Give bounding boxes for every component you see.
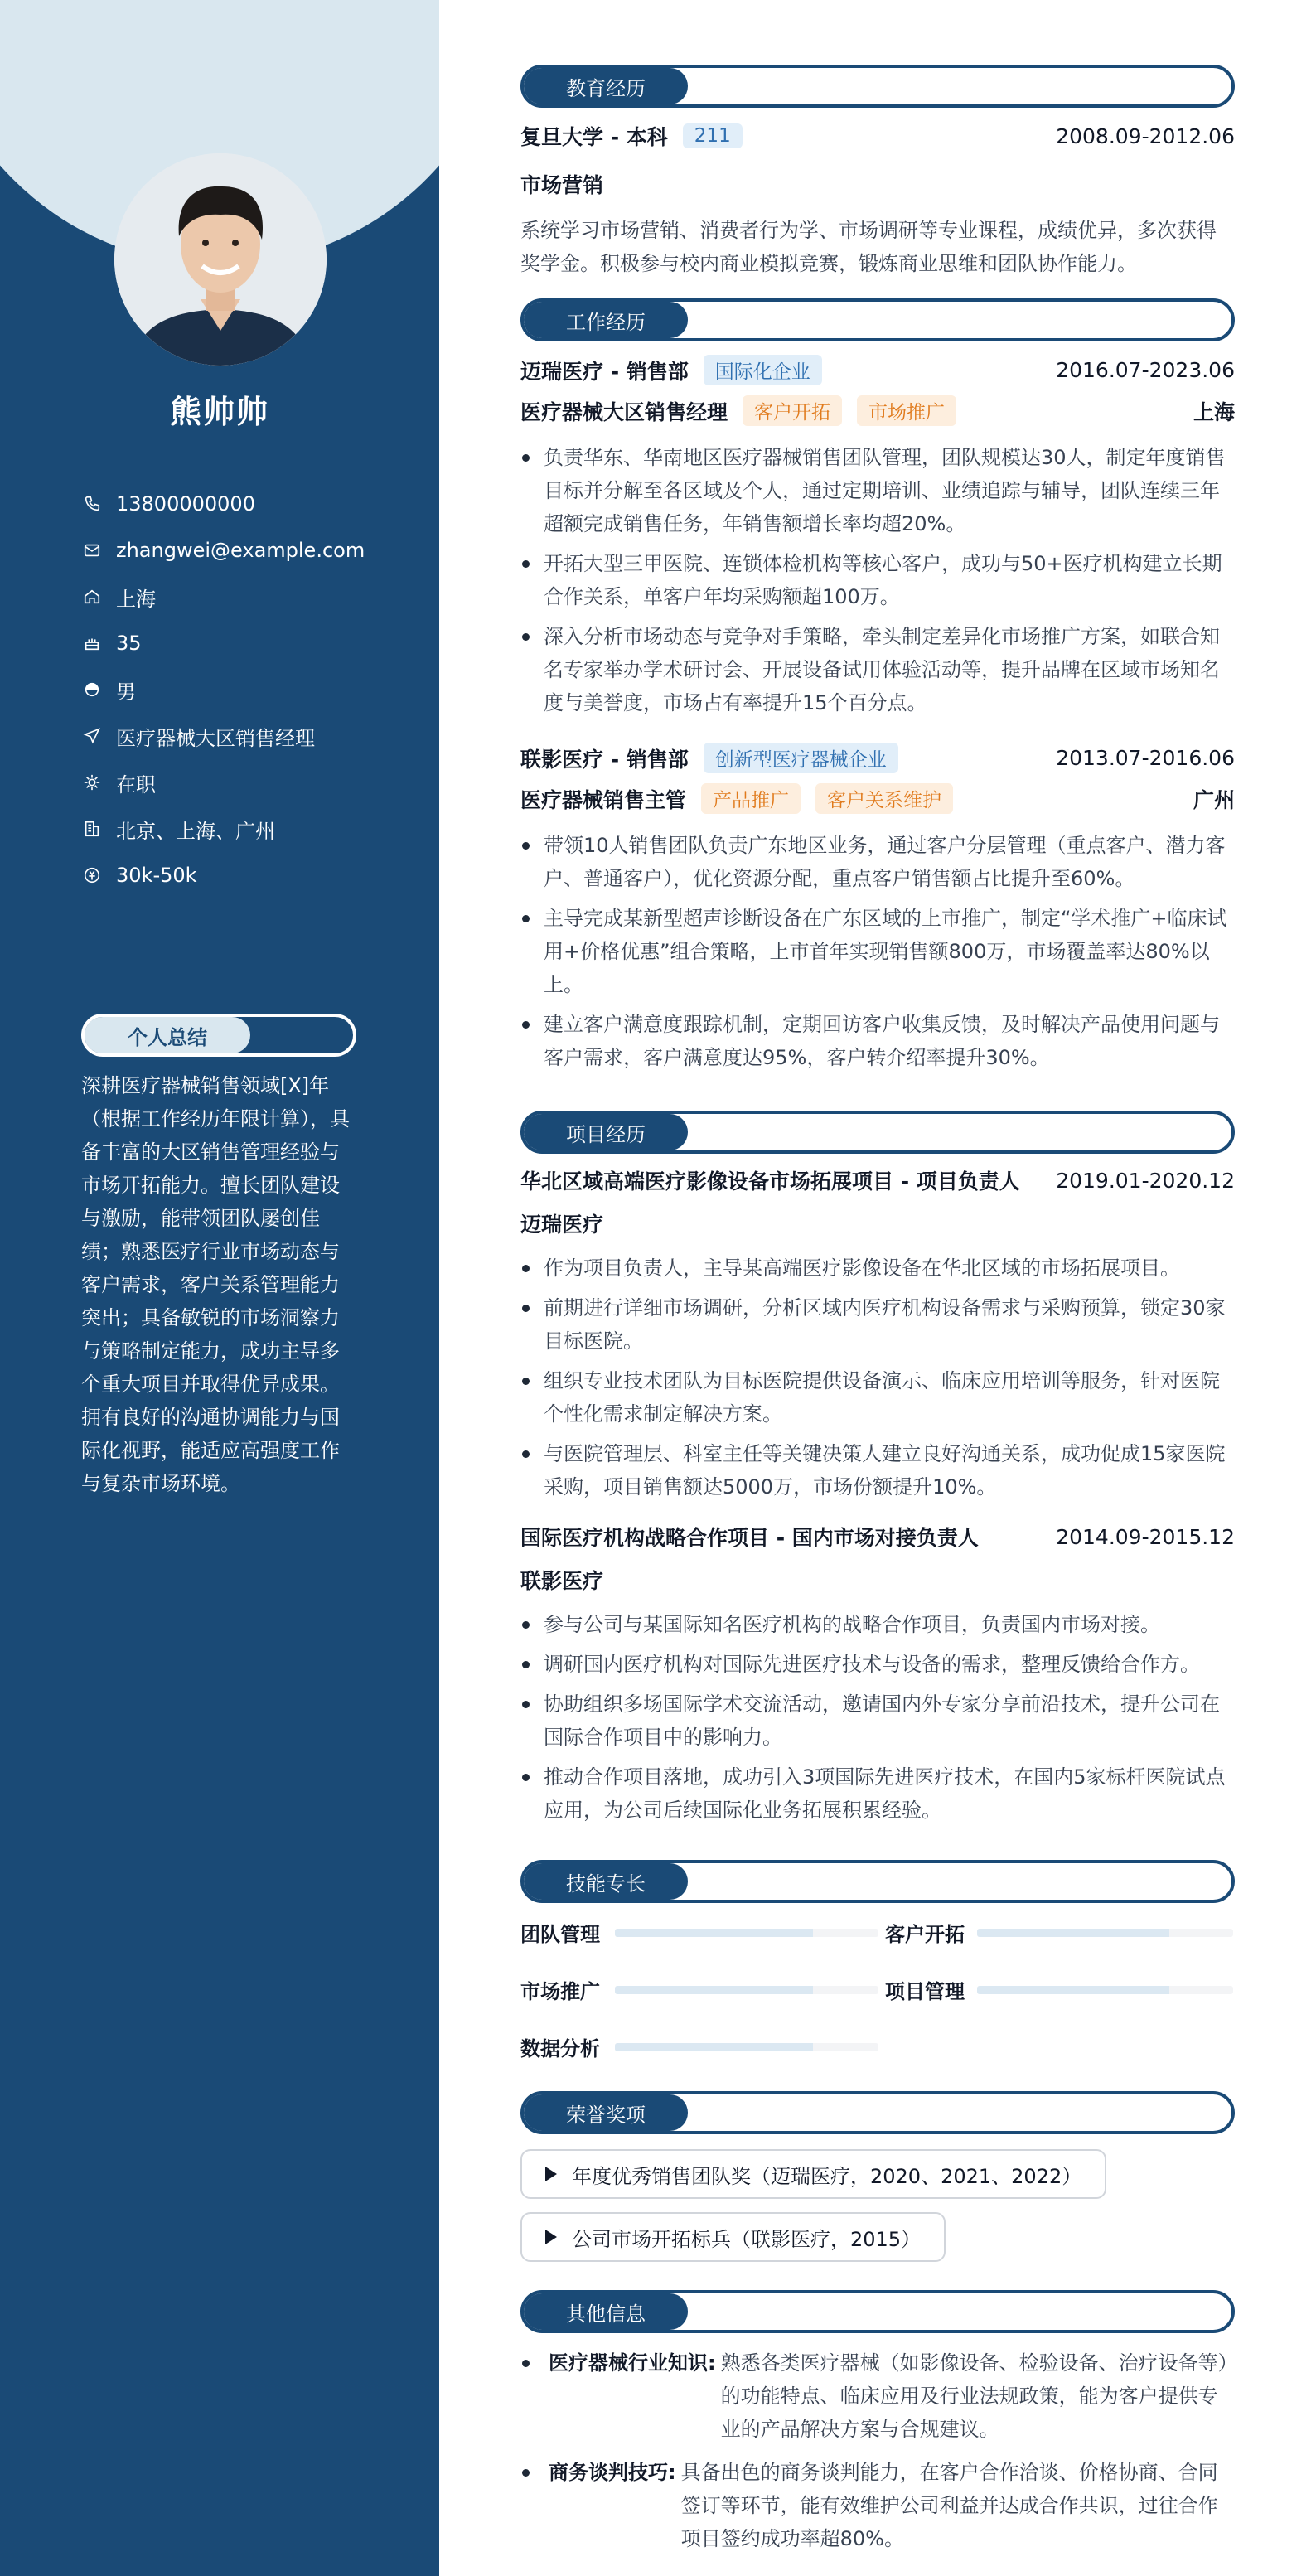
job-role: 医疗器械销售主管 [520,787,687,812]
list-item: 与医院管理层、科室主任等关键决策人建立良好沟通关系，成功促成15家医院采购，项目销售额达5000万，市场份额提升10%。 [520,1437,1235,1503]
skill-item [885,1918,1233,1947]
send-icon [81,725,103,747]
job-bullets [520,829,1235,1074]
contact-phone-text: 13800000000 [116,492,255,516]
other-key: 医疗器械行业知识: [549,2351,716,2375]
contact-email-text: zhangwei@example.com [116,539,365,562]
contact-age-text: 35 [116,632,142,655]
contact-age [81,620,413,666]
candidate-name: 熊帅帅 [169,394,269,430]
skill-level-bar [977,1986,1233,1994]
projects-title: 项目经历 [566,1122,646,1146]
skill-level-bar [615,1986,878,1994]
city-icon [81,818,103,840]
list-item: 深入分析市场动态与竞争对手策略，牵头制定差异化市场推广方案，如联合知名专家举办学术研讨会、开展设备试用体验活动等，提升品牌在区域市场知名度与美誉度，市场占有率提升15个百分点。 [520,620,1235,719]
contact-list [81,481,413,898]
other-value: 熟悉各类医疗器械（如影像设备、检验设备、治疗设备等）的功能特点、临床应用及行业法规政策，能为客户提供专业的产品解决方案与合规建议。 [720,2351,1228,2441]
list-item: 带领10人销售团队负责广东地区业务，通过客户分层管理（重点客户、潜力客户、普通客户），优化资源分配，重点客户销售额占比提升至60%。 [520,829,1235,895]
awards-list [520,2149,1235,2275]
contact-email [81,527,413,574]
other-section-header [520,2290,1235,2333]
award-item [520,2212,946,2262]
skill-name: 项目管理 [885,1980,965,2003]
education-date: 2008.09-2012.06 [1056,123,1235,148]
summary-text: 深耕医疗器械销售领域[X]年（根据工作经历年限计算），具备丰富的大区销售管理经验与市场开拓能力。擅长团队建设与激励，能带领团队屡创佳绩；熟悉医疗行业市场动态与客户需求，客户关系管理能力突出；具备敏锐的市场洞察力与策略制定能力，成功主导多个重大项目并取得优异成果。拥有良好的沟通协调能力与国际化视野，能适应高强度工作与复杂市场环境。 [81,1074,350,1495]
education-major: 市场营销 [520,173,604,197]
project-org: 联影医疗 [520,1569,604,1593]
skill-name: 团队管理 [520,1923,600,1946]
job-date: 2013.07-2016.06 [1056,746,1235,770]
other-list [520,2346,1235,2555]
project-entry [520,1165,1235,1503]
sidebar [0,0,439,2576]
work-section-header [520,298,1235,341]
list-item: 协助组织多场国际学术交流活动，邀请国内外专家分享前沿技术，提升公司在国际合作项目中的影响力。 [520,1687,1235,1754]
project-org: 迈瑞医疗 [520,1213,604,1237]
list-item: 前期进行详细市场调研，分析区域内医疗机构设备需求与采购预算，锁定30家目标医院。 [520,1291,1235,1358]
gender-icon [81,679,103,700]
other-title: 其他信息 [566,2302,646,2326]
project-name: 华北区域高端医疗影像设备市场拓展项目 - 项目负责人 [520,1169,1020,1194]
list-item: 调研国内医疗机构对国际先进医疗技术与设备的需求，整理反馈给合作方。 [520,1648,1235,1681]
status-icon [81,772,103,793]
skill-item [520,1975,885,2004]
contact-cities-text: 北京、上海、广州 [116,819,275,843]
contact-gender-text: 男 [116,680,136,704]
other-value: 具备出色的商务谈判能力，在客户合作洽谈、价格协商、合同签订等环节，能有效维护公司利益并达成合作共识，过往合作项目签约成功率超80%。 [680,2461,1218,2550]
list-item: 参与公司与某国际知名医疗机构的战略合作项目，负责国内市场对接。 [520,1608,1235,1641]
award-text: 年度优秀销售团队奖（迈瑞医疗，2020、2021、2022） [572,2164,1082,2188]
skills-title: 技能专长 [566,1871,646,1896]
project-date: 2014.09-2015.12 [1056,1524,1235,1549]
job-city: 上海 [1193,399,1235,424]
company-tag: 国际化企业 [704,355,822,385]
contact-location-text: 上海 [116,587,156,611]
job-role: 医疗器械大区销售经理 [520,399,728,424]
skills-section-header [520,1860,1235,1903]
list-item: 主导完成某新型超声诊断设备在广东区域的上市推广，制定“学术推广+临床试用+价格优惠”组合策略，上市首年实现销售额800万，市场覆盖率达80%以上。 [520,902,1235,1001]
list-item: 组织专业技术团队为目标医院提供设备演示、临床应用培训等服务，针对医院个性化需求制定解决方案。 [520,1364,1235,1431]
contact-location [81,574,413,620]
main-content [520,65,1235,2565]
skill-name: 市场推广 [520,1980,600,2003]
list-item: 负责华东、华南地区医疗器械销售团队管理，团队规模达30人，制定年度销售目标并分解至各区域及个人，通过定期培训、业绩追踪与辅导，团队连续三年超额完成销售任务，年销售额增长率均超20%。 [520,441,1235,540]
school-name: 复旦大学 - 本科 [520,125,668,149]
email-icon [81,540,103,561]
award-text: 公司市场开拓标兵（联影医疗，2015） [572,2227,922,2251]
education-section-header [520,65,1235,108]
contact-status [81,759,413,806]
contact-target-role [81,713,413,759]
list-item [520,2346,1235,2446]
award-item [520,2149,1106,2199]
triangle-right-icon [545,2167,557,2181]
role-tag: 市场推广 [857,395,956,426]
project-bullets [520,1608,1235,1827]
project-entry [520,1522,1235,1827]
home-icon [81,586,103,608]
contact-gender [81,666,413,713]
contact-phone [81,481,413,527]
list-item [520,2456,1235,2555]
triangle-right-icon [545,2230,557,2244]
project-bullets [520,1252,1235,1503]
job-bullets [520,441,1235,719]
skill-name: 数据分析 [520,2037,600,2060]
job-company: 迈瑞医疗 - 销售部 [520,359,689,384]
awards-title: 荣誉奖项 [566,2103,646,2127]
education-row [520,121,1235,151]
other-key: 商务谈判技巧: [549,2461,676,2484]
job-entry [520,355,1235,719]
list-item: 推动合作项目落地，成功引入3项国际先进医疗技术，在国内5家标杆医院试点应用，为公司后续国际化业务拓展积累经验。 [520,1760,1235,1827]
role-tag: 产品推广 [701,783,801,814]
contact-cities [81,806,413,852]
school-tag: 211 [683,123,743,148]
salary-icon [81,864,103,886]
contact-target-role-text: 医疗器械大区销售经理 [116,726,315,750]
skill-item [520,2032,885,2061]
skill-name: 客户开拓 [885,1923,965,1946]
job-date: 2016.07-2023.06 [1056,358,1235,382]
skill-item [885,1975,1233,2004]
summary-section-header [81,1014,356,1057]
company-tag: 创新型医疗器械企业 [704,743,898,773]
contact-status-text: 在职 [116,772,156,797]
education-title: 教育经历 [566,76,646,100]
age-icon [81,632,103,654]
skill-level-bar [615,2043,878,2051]
projects-section-header [520,1111,1235,1154]
skills-grid [520,1918,1235,2061]
role-tag: 客户关系维护 [815,783,953,814]
education-desc: 系统学习市场营销、消费者行为学、市场调研等专业课程，成绩优异，多次获得奖学金。积极参与校内商业模拟竞赛，锻炼商业思维和团队协作能力。 [520,219,1217,275]
project-date: 2019.01-2020.12 [1056,1168,1235,1193]
role-tag: 客户开拓 [743,395,842,426]
job-city: 广州 [1193,787,1235,812]
avatar [114,153,327,366]
job-company: 联影医疗 - 销售部 [520,747,689,772]
summary-title: 个人总结 [128,1025,207,1049]
list-item: 开拓大型三甲医院、连锁体检机构等核心客户，成功与50+医疗机构建立长期合作关系，单客户年均采购额超100万。 [520,547,1235,613]
skill-item [520,1918,885,1947]
contact-salary-text: 30k-50k [116,864,197,887]
contact-salary [81,852,413,898]
awards-section-header [520,2091,1235,2134]
list-item: 作为项目负责人，主导某高端医疗影像设备在华北区域的市场拓展项目。 [520,1252,1235,1285]
skill-level-bar [615,1929,878,1937]
phone-icon [81,493,103,515]
job-entry [520,743,1235,1074]
list-item: 建立客户满意度跟踪机制，定期回访客户收集反馈，及时解决产品使用问题与客户需求，客户满意度达95%，客户转介绍率提升30%。 [520,1008,1235,1074]
work-title: 工作经历 [566,310,646,334]
project-name: 国际医疗机构战略合作项目 - 国内市场对接负责人 [520,1526,979,1550]
skill-level-bar [977,1929,1233,1937]
